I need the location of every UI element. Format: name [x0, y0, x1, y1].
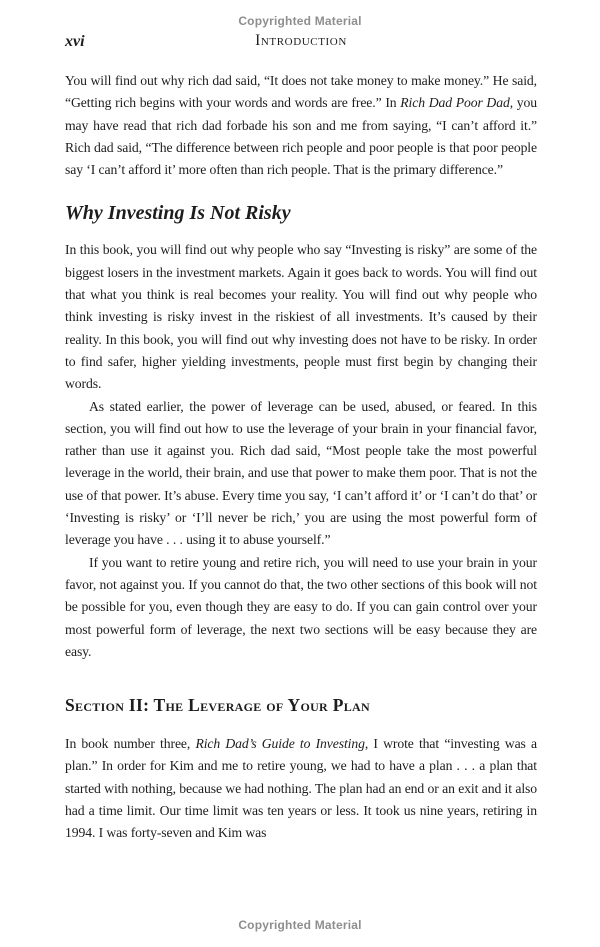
paragraph: [65, 396, 537, 552]
book-title-italic: Rich Dad’s Guide to Investing: [195, 736, 365, 752]
running-header: Introduction: [255, 32, 347, 49]
paragraph: [65, 733, 537, 844]
copyright-notice-bottom: Copyrighted Material: [238, 918, 362, 932]
paragraph: [65, 552, 537, 663]
page-header: [65, 32, 537, 52]
paragraph: [65, 239, 537, 395]
paragraph-text: If you want to retire young and retire rich, you will need to use your brain in your favor, not against you. If you cannot do that, the two other sections of this book will not be possible for you, even though they are easy to do. If you can gain control over your most powerful form of leverage, the next two sections will be easy because they are easy.: [65, 554, 537, 659]
paragraph-text: In this book, you will find out why people who say “Investing is risky” are some of the biggest losers in the investment markets. Again it goes back to words. You will find out that what you think is real becomes your reality. You will find out why people who think investing is risky invest in the riskiest of all investments. It’s caused by their reality. In this book, you will find out why investing does not have to be risky. In order to find safer, higher yielding investments, people must first begin by changing their words.: [65, 242, 537, 392]
paragraph-text: As stated earlier, the power of leverage can be used, abused, or feared. In this section, you will find out how to use the leverage of your brain in your financial favor, rather than use it against you. Rich dad said, “Most people take the most powerful leverage in the world, their brain, and use that power to make them poor. That is not the use of that power. It’s abuse. Every time you say, ‘I can’t afford it’ or ‘I can’t do that’ or ‘Investing is risky’ or ‘I’ll never be rich,’ you are using the most powerful form of leverage you have . . . using it to abuse yourself.”: [65, 398, 537, 548]
section-heading: Why Investing Is Not Risky: [65, 202, 291, 225]
paragraph-text: , I wrote that “investing was a plan.” In order for Kim and me to retire young, we had to have a plan . . . a plan that started with nothing, because we had nothing. The plan had an end or an exit and it also had a time limit. Our time limit was ten years or less. It took us nine years, retiring in 1994. I was forty-seven and Kim was: [65, 736, 537, 841]
paragraph-text: In book number three,: [65, 736, 196, 752]
copyright-notice-top: Copyrighted Material: [238, 14, 362, 28]
paragraph-text: , you may have read that rich dad forbade his son and me from saying, “I can’t afford it.” Rich dad said, “The difference between rich people and poor people is that poor people say ‘I can’t afford it’ more often than rich people. That is the primary difference.”: [65, 95, 537, 178]
paragraph: [65, 70, 537, 181]
page-content: [65, 64, 537, 845]
section-heading: Section II: The Leverage of Your Plan: [65, 695, 370, 716]
paragraph-text: You will find out why rich dad said, “It does not take money to make money.” He said, “Getting rich begins with your words and words are free.” In: [65, 73, 537, 111]
page-number: xvi: [65, 33, 85, 50]
book-title-italic: Rich Dad Poor Dad: [400, 95, 510, 111]
